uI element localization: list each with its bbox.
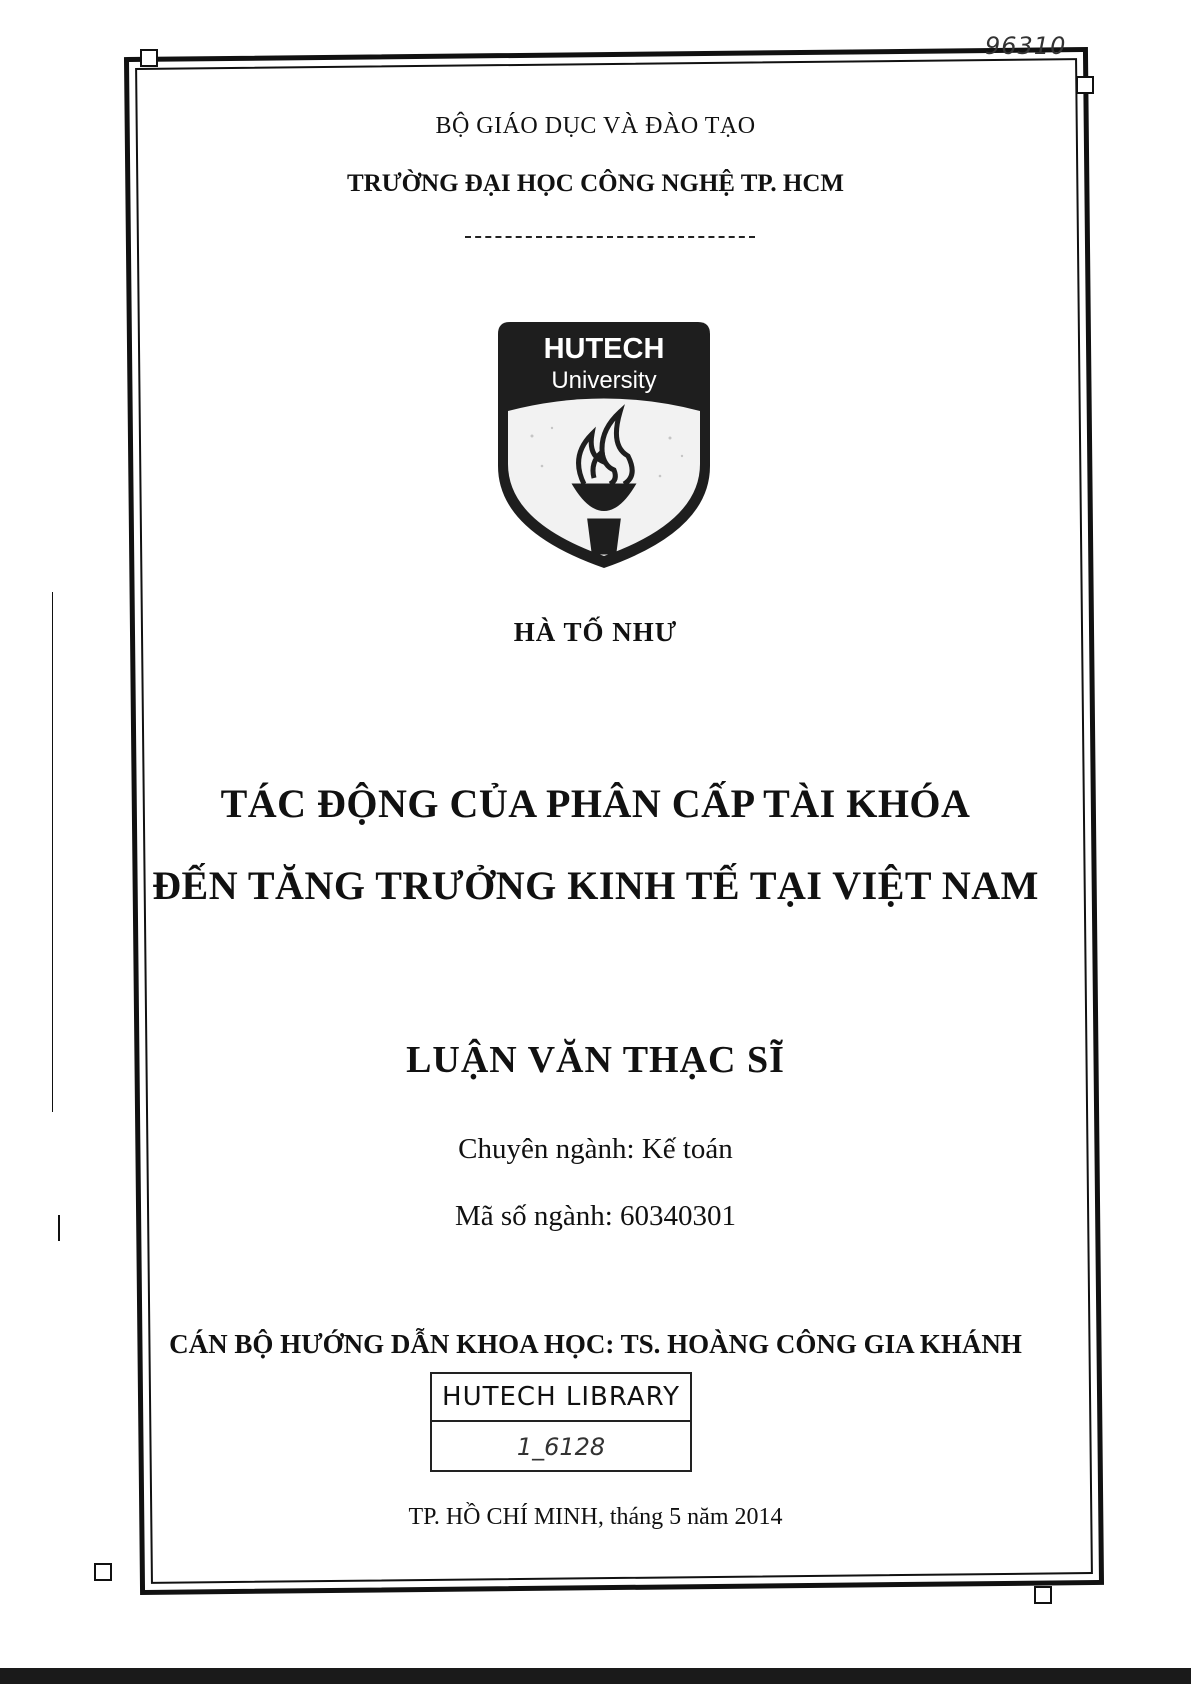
library-stamp-title: HUTECH LIBRARY bbox=[432, 1374, 690, 1422]
border-corner bbox=[94, 1563, 112, 1581]
thesis-title-line1: TÁC ĐỘNG CỦA PHÂN CẤP TÀI KHÓA bbox=[220, 781, 971, 826]
place-date: TP. HỒ CHÍ MINH, tháng 5 năm 2014 bbox=[408, 1504, 783, 1530]
university-name: TRƯỜNG ĐẠI HỌC CÔNG NGHỆ TP. HCM bbox=[346, 170, 845, 197]
major: Chuyên ngành: Kế toán bbox=[458, 1133, 733, 1165]
scan-edge-line bbox=[52, 592, 53, 1112]
divider bbox=[465, 236, 755, 238]
handwritten-number: 96310 bbox=[985, 32, 1067, 60]
border-corner bbox=[1076, 76, 1094, 94]
logo-line2: University bbox=[551, 367, 657, 394]
logo-line1: HUTECH bbox=[543, 333, 665, 365]
library-stamp-number: 1_6128 bbox=[516, 1433, 606, 1461]
scan-bottom-edge bbox=[0, 1668, 1191, 1684]
thesis-title-line2: ĐẾN TĂNG TRƯỞNG KINH TẾ TẠI VIỆT NAM bbox=[152, 863, 1039, 908]
ministry-name: BỘ GIÁO DỤC VÀ ĐÀO TẠO bbox=[435, 113, 756, 139]
advisor: CÁN BỘ HƯỚNG DẪN KHOA HỌC: TS. HOÀNG CÔNG GIA KHÁNH bbox=[169, 1329, 1022, 1359]
author-name: HÀ TỐ NHƯ bbox=[513, 617, 678, 647]
border-corner bbox=[1034, 1586, 1052, 1604]
hutech-logo bbox=[492, 316, 716, 572]
border-corner bbox=[140, 49, 158, 67]
major-code: Mã số ngành: 60340301 bbox=[454, 1200, 737, 1232]
thesis-type: LUẬN VĂN THẠC SĨ bbox=[406, 1039, 785, 1081]
library-stamp bbox=[430, 1372, 692, 1472]
